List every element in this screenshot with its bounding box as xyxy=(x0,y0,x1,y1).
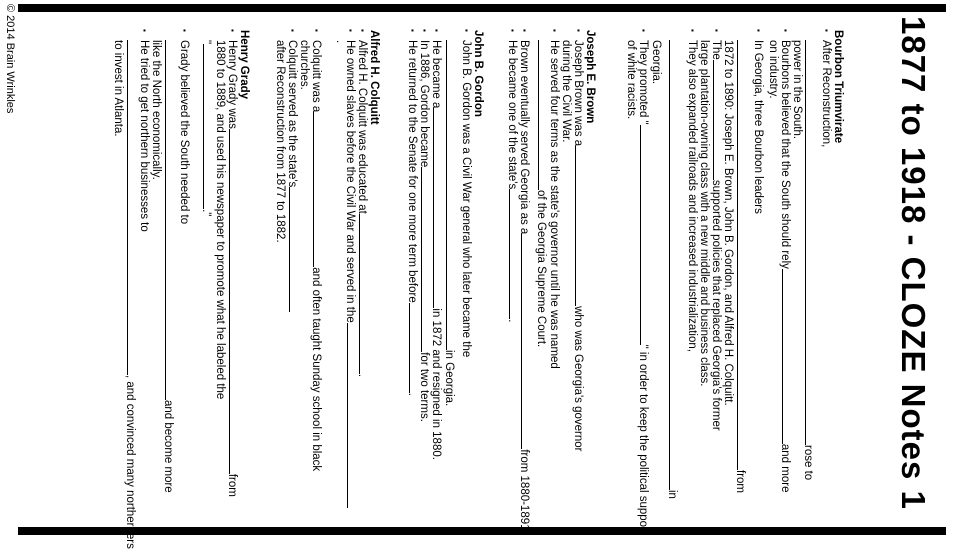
fill-in-blank[interactable] xyxy=(433,108,434,308)
fill-in-blank[interactable] xyxy=(229,129,230,474)
line-text: like the North economically. xyxy=(150,40,162,180)
bullet-icon: ▪ xyxy=(432,29,441,32)
line-text: ." xyxy=(200,209,212,217)
line-text: He served four terms as the state's governor until he was named xyxy=(548,40,560,369)
bullet-icon: ▪ xyxy=(712,29,721,32)
line-text: In 1886, Gordon became xyxy=(418,40,430,168)
copyright-notice: © 2014 Brain Wrinkles xyxy=(4,4,16,114)
fill-in-blank[interactable] xyxy=(421,167,422,352)
notes-line xyxy=(779,29,791,493)
notes-line xyxy=(124,40,136,549)
fill-in-blank[interactable] xyxy=(538,40,539,190)
line-text: churches. xyxy=(298,40,310,90)
notes-line xyxy=(150,40,162,180)
bullet-icon: ▪ xyxy=(420,29,429,32)
bullet-icon: ▪ xyxy=(688,29,697,32)
notes-line xyxy=(734,40,746,493)
line-text: and more xyxy=(779,443,791,493)
notes-line xyxy=(418,29,430,422)
line-text: John B. Gordon was a Civil War general who later became the xyxy=(460,40,472,358)
line-text: . xyxy=(506,319,518,323)
fill-in-blank[interactable] xyxy=(521,234,522,449)
section-heading xyxy=(584,30,596,123)
line-text: after Reconstruction from 1877 to 1882. xyxy=(274,40,286,243)
line-text: of white racists. xyxy=(625,40,637,120)
fill-in-blank[interactable] xyxy=(165,40,166,400)
notes-line xyxy=(286,29,298,312)
bullet-icon: ▪ xyxy=(754,29,763,32)
notes-line xyxy=(560,40,572,142)
fill-in-blank[interactable] xyxy=(640,125,641,345)
fill-in-blank[interactable] xyxy=(313,112,314,267)
notes-line xyxy=(138,29,150,232)
line-text: and become more xyxy=(162,400,174,493)
fill-in-blank[interactable] xyxy=(805,40,806,445)
notes-line xyxy=(334,40,346,43)
notes-line xyxy=(112,40,124,137)
line-text: The xyxy=(710,40,722,60)
line-text: John B. Gordon xyxy=(472,30,484,117)
fill-in-blank[interactable] xyxy=(737,40,738,470)
fill-in-blank[interactable] xyxy=(359,214,360,374)
fill-in-blank[interactable] xyxy=(409,303,410,393)
line-text: power in the South. xyxy=(791,40,803,140)
line-text: on industry. xyxy=(767,40,779,99)
fill-in-blank[interactable] xyxy=(575,146,576,306)
line-text: , and convinced many northerners xyxy=(124,375,136,549)
line-text: He tried to get northern businesses to xyxy=(138,40,150,232)
line-text: rose to xyxy=(802,445,814,481)
fill-in-blank[interactable] xyxy=(127,40,128,375)
line-text: Alfred H. Colquitt xyxy=(368,30,380,125)
section-heading xyxy=(832,30,844,143)
notes-line xyxy=(802,40,814,480)
line-text: supported policies that replaced Georgia's former xyxy=(710,179,722,431)
bullet-icon: ▪ xyxy=(520,29,529,32)
line-text: Brown eventually served Georgia as a xyxy=(518,40,530,235)
line-text: for two terms. xyxy=(418,352,430,422)
notes-line xyxy=(572,29,584,452)
line-text: He became one of the state's xyxy=(506,40,518,190)
bullet-icon: ▪ xyxy=(508,29,517,32)
notes-line xyxy=(430,29,442,460)
line-text: They also expanded railroads and increased industrialization, xyxy=(686,40,698,352)
notes-line xyxy=(666,40,678,499)
notes-line xyxy=(752,29,764,214)
line-text: Bourbon Triumvirate xyxy=(832,30,844,144)
notes-line xyxy=(767,40,779,99)
line-text: Joseph Brown was a xyxy=(572,40,584,147)
line-text: Grady believed the South needed to xyxy=(178,40,190,225)
bullet-icon: ▪ xyxy=(228,29,237,32)
notes-line xyxy=(406,29,418,396)
line-text: and often taught Sunday school in black xyxy=(310,267,322,472)
notes-line xyxy=(200,40,212,216)
line-text: He became a xyxy=(430,40,442,109)
line-text: during the Civil War. xyxy=(560,40,572,143)
line-text: to invest in Atlanta. xyxy=(112,40,124,137)
bullet-icon: ▪ xyxy=(781,29,790,32)
bullet-icon: ▪ xyxy=(550,29,559,32)
fill-in-blank[interactable] xyxy=(509,189,510,319)
notes-line xyxy=(722,40,734,406)
section-heading xyxy=(472,30,484,117)
line-text: Colquitt was a xyxy=(310,40,322,113)
notes-line xyxy=(820,29,832,148)
line-text: 1872 to 1890: Joseph E. Brown, John B. Gordon, and Alfred H. Colquitt. xyxy=(722,40,734,406)
bullet-icon: ▪ xyxy=(180,29,189,32)
line-text: . xyxy=(406,392,418,396)
notes-line xyxy=(214,40,226,399)
notes-line xyxy=(686,29,698,352)
fill-in-blank[interactable] xyxy=(347,323,348,508)
bullet-icon: ▪ xyxy=(358,29,367,32)
line-text: from 1880-1891. xyxy=(518,449,530,534)
line-text: who was Georgia's governor xyxy=(572,306,584,452)
line-text: Henry Grady xyxy=(238,30,250,100)
fill-in-blank[interactable] xyxy=(713,60,714,180)
line-text: " xyxy=(200,40,212,45)
line-text: He owned slaves before the Civil War and served in the xyxy=(344,40,356,323)
fill-in-blank[interactable] xyxy=(446,40,447,350)
line-text: Bourbons believed that the South should rely xyxy=(779,40,791,269)
notes-line xyxy=(310,29,322,472)
line-text: . xyxy=(356,373,368,378)
line-text: large plantation-owning class with a new middle and business class. xyxy=(698,40,710,387)
line-text: Henry Grady was xyxy=(226,40,238,129)
line-text: " in order to keep the political support xyxy=(637,344,649,535)
bullet-icon: ▪ xyxy=(346,29,355,32)
notes-line xyxy=(548,29,560,369)
notes-line xyxy=(650,40,662,84)
section-heading xyxy=(238,30,250,99)
notes-line xyxy=(625,40,637,119)
line-text: In Georgia, three Bourbon leaders xyxy=(752,40,764,214)
line-text: in 1872 and resigned in 1880. xyxy=(430,308,442,460)
notes-line xyxy=(460,29,472,358)
notes-line xyxy=(356,29,368,378)
notes-line xyxy=(791,40,803,139)
line-text: He returned to the Senate for one more term before xyxy=(406,40,418,303)
notes-line xyxy=(506,29,518,323)
section-heading xyxy=(368,30,380,125)
notes-line xyxy=(535,40,547,347)
line-text: After Reconstruction, xyxy=(820,40,832,148)
bullet-icon: ▪ xyxy=(462,29,471,32)
fill-in-blank[interactable] xyxy=(782,269,783,444)
line-text: of the Georgia Supreme Court. xyxy=(535,190,547,348)
line-text: in Georgia. xyxy=(443,350,455,407)
fill-in-blank[interactable] xyxy=(669,40,670,490)
line-text: in xyxy=(666,490,678,499)
notes-line xyxy=(518,29,530,534)
line-text: They promoted " xyxy=(637,40,649,125)
notes-line xyxy=(637,29,649,535)
bullet-icon: ▪ xyxy=(288,29,297,32)
notes-line xyxy=(298,40,310,90)
notes-line xyxy=(344,29,356,508)
notes-line xyxy=(698,40,710,386)
bullet-icon: ▪ xyxy=(312,29,321,32)
line-text: Colquitt served as the state's xyxy=(286,40,298,188)
line-text: from xyxy=(226,473,238,497)
line-text: 1880 to 1889, and used his newspaper to promote what he labeled the xyxy=(214,40,226,400)
notes-line xyxy=(274,40,286,243)
page-title: 1877 to 1918 - CLOZE Notes 1 xyxy=(895,16,932,510)
fill-in-blank[interactable] xyxy=(203,44,204,209)
line-text: from xyxy=(734,470,746,493)
bullet-icon: ▪ xyxy=(639,29,648,32)
notes-line xyxy=(162,40,174,493)
line-text: Georgia. xyxy=(650,40,662,85)
bullet-icon: ▪ xyxy=(822,29,831,32)
notes-line xyxy=(443,40,455,406)
page-border-bar xyxy=(18,527,946,535)
page-border-bar xyxy=(18,4,946,12)
line-text: . xyxy=(334,40,346,44)
notes-line xyxy=(178,29,190,225)
notes-line xyxy=(226,29,238,497)
bullet-icon: ▪ xyxy=(574,29,583,32)
line-text: Joseph E. Brown xyxy=(584,30,596,124)
notes-line xyxy=(710,29,722,431)
line-text: Alfred H. Colquitt was educated at xyxy=(356,40,368,214)
bullet-icon: ▪ xyxy=(408,29,417,32)
bullet-icon: ▪ xyxy=(140,29,149,32)
fill-in-blank[interactable] xyxy=(289,187,290,312)
